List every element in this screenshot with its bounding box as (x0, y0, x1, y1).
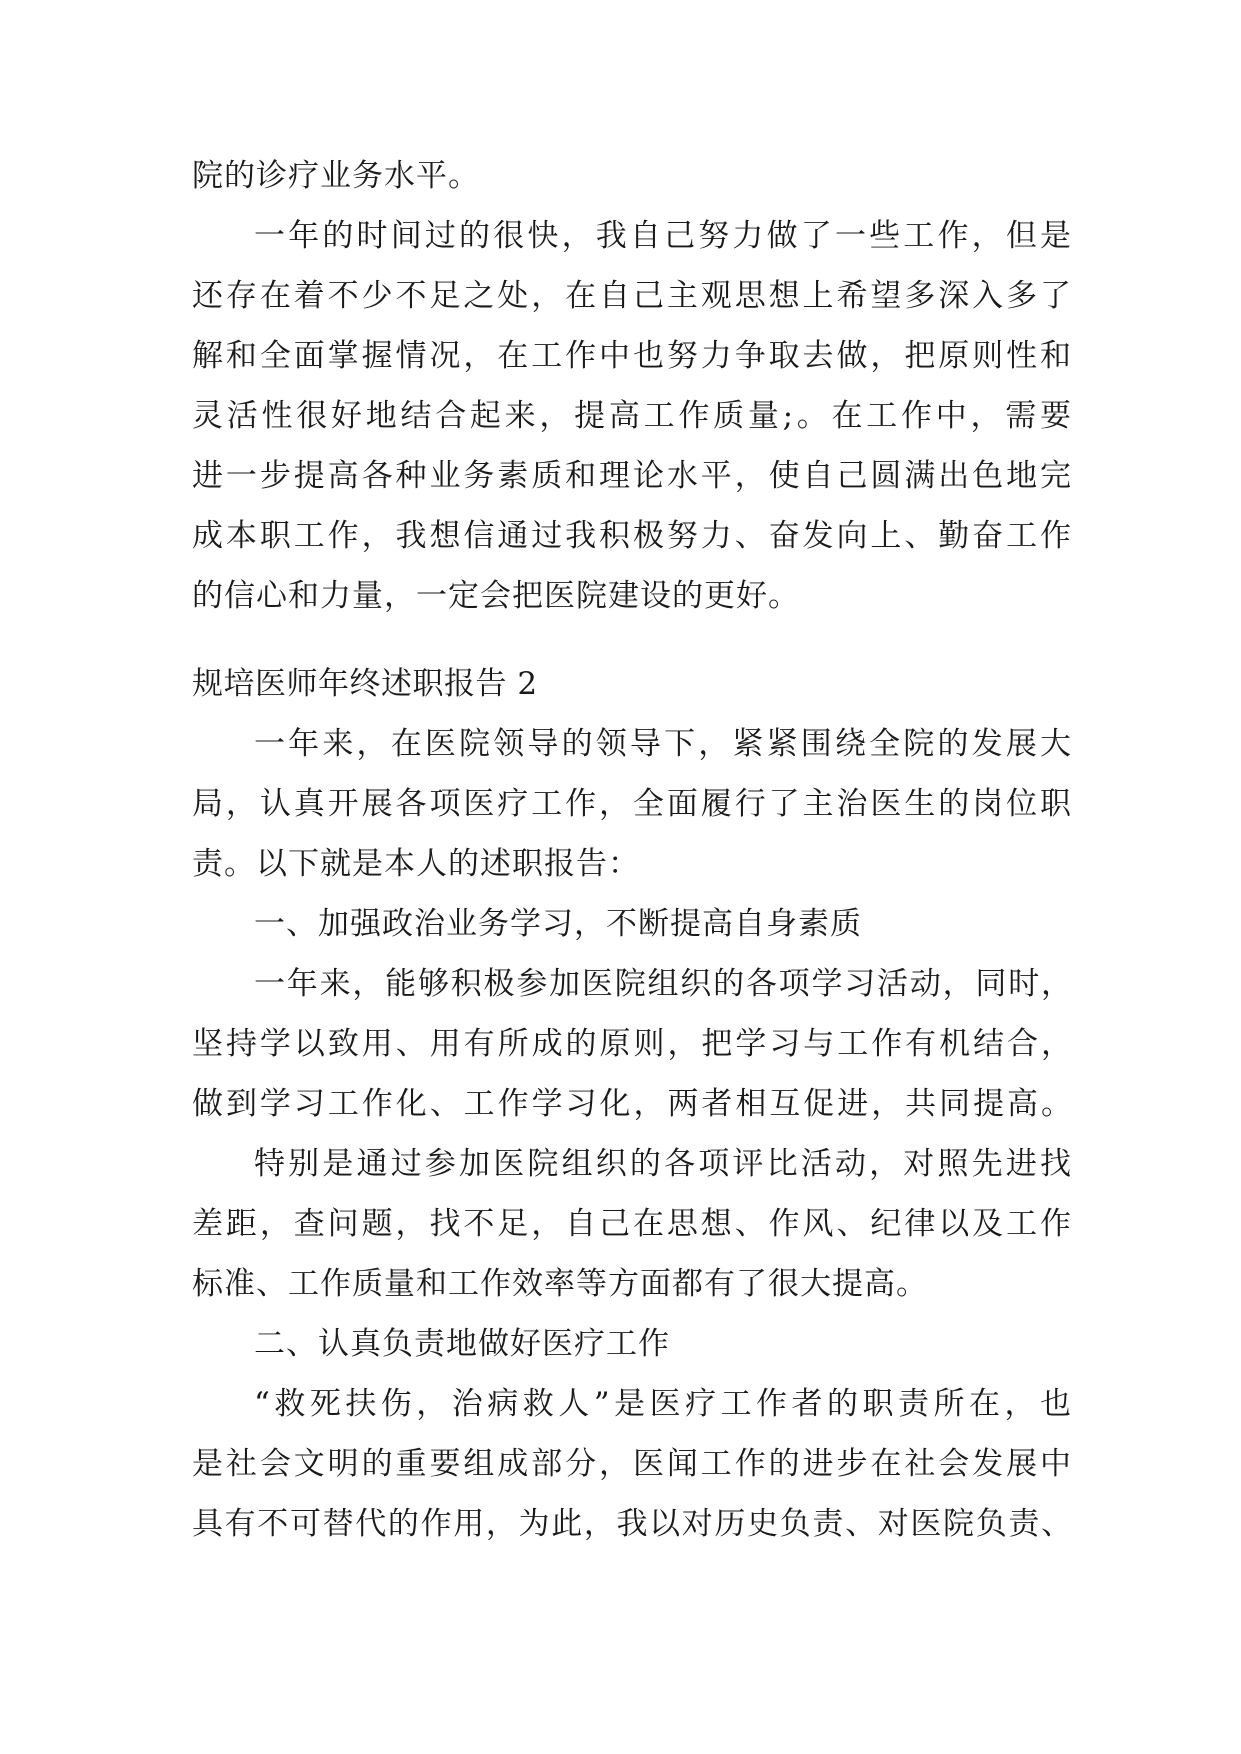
text-line: 还存在着不少不足之处，在自己主观思想上希望多深入多了 (192, 278, 1072, 314)
text-line: 是社会文明的重要组成部分，医闻工作的进步在社会发展中 (192, 1446, 1072, 1482)
text-line: 进一步提高各种业务素质和理论水平，使自己圆满出色地完 (192, 458, 1072, 494)
text-line: “救死扶伤，治病救人”是医疗工作者的职责所在，也 (254, 1386, 1072, 1422)
text-line: 标准、工作质量和工作效率等方面都有了很大提高。 (192, 1266, 928, 1302)
document-body (192, 160, 1072, 1568)
text-line: 解和全面掌握情况，在工作中也努力争取去做，把原则性和 (192, 338, 1072, 374)
text-line: 坚持学以致用、用有所成的原则，把学习与工作有机结合， (192, 1026, 1072, 1062)
text-line: 责。以下就是本人的述职报告： (192, 846, 640, 882)
text-line: 一年来，能够积极参加医院组织的各项学习活动，同时， (254, 966, 1072, 1002)
text-line: 做到学习工作化、工作学习化，两者相互促进，共同提高。 (192, 1086, 1072, 1122)
text-line: 差距，查问题，找不足，自己在思想、作风、纪律以及工作 (192, 1206, 1072, 1242)
text-line: 成本职工作，我想信通过我积极努力、奋发向上、勤奋工作 (192, 518, 1072, 554)
text-line: 院的诊疗业务水平。 (192, 158, 480, 194)
subheading: 二、认真负责地做好医疗工作 (254, 1326, 670, 1362)
text-line: 一年来，在医院领导的领导下，紧紧围绕全院的发展大 (254, 726, 1072, 762)
text-line: 一年的时间过的很快，我自己努力做了一些工作，但是 (254, 218, 1072, 254)
text-line: 灵活性很好地结合起来，提高工作质量;。在工作中，需要 (192, 398, 1072, 434)
subheading: 一、加强政治业务学习，不断提高自身素质 (254, 906, 862, 942)
text-line: 局，认真开展各项医疗工作，全面履行了主治医生的岗位职 (192, 786, 1072, 822)
text-line: 特别是通过参加医院组织的各项评比活动，对照先进找 (254, 1146, 1072, 1182)
text-line: 的信心和力量，一定会把医院建设的更好。 (192, 578, 800, 614)
section-heading: 规培医师年终述职报告 2 (192, 666, 538, 702)
text-line: 具有不可替代的作用，为此，我以对历史负责、对医院负责、 (192, 1506, 1072, 1542)
